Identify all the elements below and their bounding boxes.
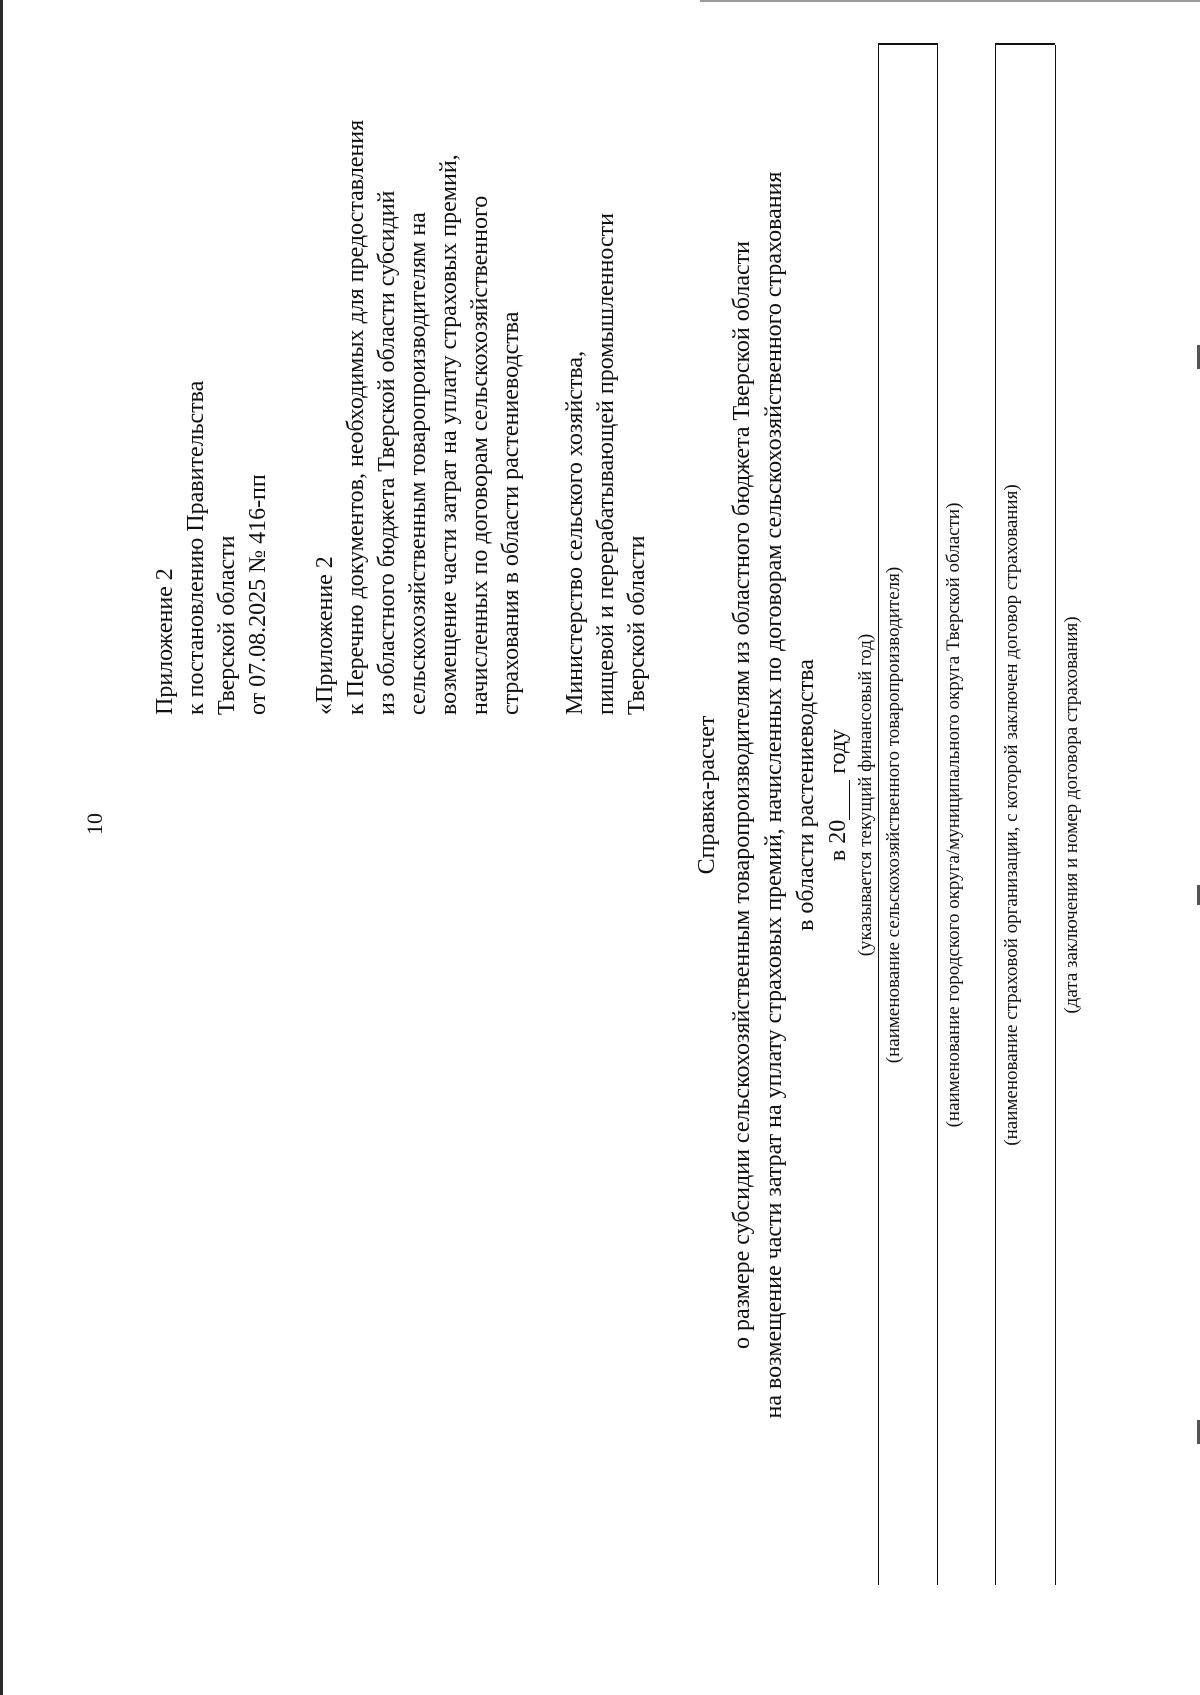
title-line: в области растениеводства (793, 659, 819, 931)
annex2-header-line: «Приложение 2 (312, 556, 338, 715)
annex2-header-line: возмещение части затрат на уплату страховых премий, (436, 154, 462, 715)
ministry-line: пищевой и перерабатывающей промышленности (593, 213, 619, 715)
annex2-header-line: сельскохозяйственным товаропроизводителям на (405, 212, 431, 715)
insurer-name-caption: (наименование страховой организации, с которой заключен договор страхования) (1001, 484, 1022, 1146)
title-line: на возмещение части затрат на уплату страховых премий, начисленных по договорам сельскохозяйственного страхования (761, 171, 787, 1419)
year-blank[interactable] (829, 780, 850, 820)
contract-info-caption: (дата заключения и номер договора страхования) (1061, 616, 1082, 1014)
annex2-header (310, 120, 527, 715)
annex-header-line: Приложение 2 (152, 568, 178, 715)
annex-header-line: Тверской области (214, 535, 240, 715)
producer-name-caption: (наименование сельскохозяйственного товаропроизводителя) (883, 566, 904, 1064)
field-line-tick (995, 44, 1055, 46)
ministry-line: Министерство сельского хозяйства, (562, 350, 588, 715)
district-name-caption: (наименование городского округа/муниципального округа Тверской области) (943, 502, 964, 1128)
page-number: 10 (82, 813, 107, 835)
contract-info-line[interactable] (1055, 45, 1056, 1585)
year-note: (указывается текущий финансовый год) (855, 633, 876, 957)
insurer-name-line[interactable] (995, 45, 996, 1585)
producer-name-line[interactable] (878, 45, 879, 1585)
annex2-header-line: из областного бюджета Тверской области субсидий (374, 190, 400, 715)
annex-header-line: от 07.08.2025 № 416-пп (245, 474, 271, 715)
title-line: о размере субсидии сельскохозяйственным товаропроизводителям из областного бюджета Тверской области (729, 241, 755, 1349)
year-prefix: в 20 (825, 819, 851, 862)
annex-header-line: к постановлению Правительства (183, 380, 209, 715)
field-line-tick (878, 44, 938, 46)
annex2-header-line: страхования в области растениеводства (498, 311, 524, 715)
annex-header (150, 381, 274, 715)
ministry-line: Тверской области (624, 535, 650, 715)
document-title: Справка-расчет (694, 715, 720, 875)
ministry-addressee (560, 213, 653, 715)
district-name-line[interactable] (937, 45, 938, 1585)
year-line (826, 15, 850, 1575)
annex2-header-line: начисленных по договорам сельскохозяйственного (467, 195, 493, 715)
year-suffix: году (825, 728, 851, 774)
annex2-header-line: к Перечню документов, необходимых для предоставления (343, 119, 369, 715)
